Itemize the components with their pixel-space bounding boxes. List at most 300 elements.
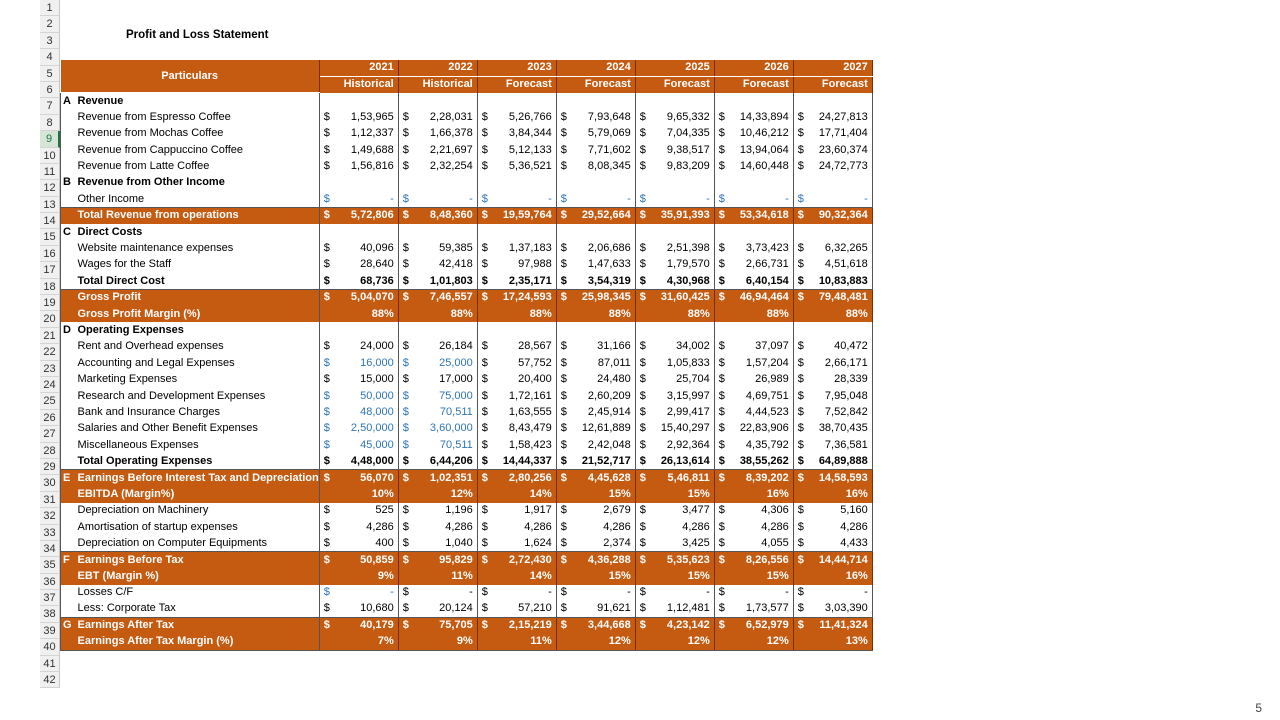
row-number[interactable]: 18 (40, 279, 60, 295)
year-header: 2026 (714, 60, 793, 76)
row-number[interactable]: 17 (40, 262, 60, 278)
amount-cell: 88% (809, 306, 872, 322)
currency-symbol: $ (323, 586, 330, 599)
currency-symbol (398, 306, 414, 322)
currency-symbol: $ (639, 602, 646, 615)
currency-symbol: $ (477, 470, 493, 486)
amount-cell: - (335, 585, 398, 601)
empty-cell (572, 224, 635, 240)
empty-cell (809, 224, 872, 240)
currency-symbol: $ (481, 160, 488, 173)
row-number[interactable]: 37 (40, 590, 60, 606)
currency-symbol (793, 306, 809, 322)
row-number[interactable]: 20 (40, 311, 60, 327)
amount-cell: 2,72,430 (493, 552, 556, 568)
amount-cell: 5,35,623 (651, 552, 714, 568)
currency-symbol: $ (714, 470, 730, 486)
empty-cell (809, 322, 872, 338)
row-number[interactable]: 33 (40, 525, 60, 541)
table-row[interactable] (61, 306, 873, 322)
empty-cell (635, 322, 651, 338)
currency-symbol (714, 486, 730, 502)
table-row[interactable] (61, 273, 873, 289)
amount-cell: 24,72,773 (809, 158, 872, 174)
currency-symbol: $ (560, 520, 567, 533)
currency-symbol: $ (639, 438, 646, 451)
currency-symbol: $ (718, 110, 725, 123)
table-row[interactable] (61, 388, 873, 404)
table-row[interactable] (61, 486, 873, 502)
amount-cell: 1,49,688 (335, 142, 398, 158)
row-number[interactable]: 29 (40, 459, 60, 475)
amount-cell: 15% (572, 568, 635, 584)
currency-symbol: $ (718, 536, 725, 549)
amount-cell: 1,040 (414, 535, 477, 551)
empty-cell (572, 322, 635, 338)
amount-cell: 12% (572, 634, 635, 650)
year-header: 2025 (635, 60, 714, 76)
currency-symbol: $ (639, 356, 646, 369)
section-letter (61, 371, 77, 387)
amount-cell: 2,28,031 (414, 109, 477, 125)
section-letter: G (61, 617, 77, 633)
row-number[interactable]: 35 (40, 557, 60, 573)
section-letter (61, 634, 77, 650)
row-number[interactable]: 42 (40, 672, 60, 688)
amount-cell: 23,60,374 (809, 142, 872, 158)
amount-cell: 68,736 (335, 273, 398, 289)
empty-cell (651, 175, 714, 191)
currency-symbol: $ (635, 470, 651, 486)
amount-cell: 2,99,417 (651, 404, 714, 420)
currency-symbol (635, 568, 651, 584)
amount-cell: 88% (414, 306, 477, 322)
row-label: EBT (Margin %) (77, 568, 320, 584)
row-number[interactable]: 1 (40, 0, 60, 16)
currency-symbol: $ (560, 389, 567, 402)
currency-symbol: $ (556, 617, 572, 633)
table-row[interactable] (61, 421, 873, 437)
section-letter (61, 388, 77, 404)
amount-cell: 7,04,335 (651, 126, 714, 142)
profit-loss-table (60, 60, 873, 651)
amount-cell: 2,35,171 (493, 273, 556, 289)
currency-symbol: $ (797, 160, 804, 173)
table-row[interactable] (61, 453, 873, 469)
amount-cell: 1,63,555 (493, 404, 556, 420)
empty-cell (493, 93, 556, 109)
amount-cell: 10% (335, 486, 398, 502)
currency-symbol: $ (319, 289, 335, 305)
currency-symbol: $ (639, 274, 646, 287)
currency-symbol: $ (323, 536, 330, 549)
amount-cell: 15% (651, 568, 714, 584)
table-row[interactable] (61, 322, 873, 338)
amount-cell: 20,124 (414, 601, 477, 617)
amount-cell: 5,12,133 (493, 142, 556, 158)
currency-symbol: $ (481, 340, 488, 353)
row-number[interactable]: 2 (40, 16, 60, 32)
row-number[interactable]: 10 (40, 148, 60, 164)
currency-symbol: $ (319, 470, 335, 486)
page-title: Profit and Loss Statement (126, 29, 269, 41)
empty-cell (335, 322, 398, 338)
currency-symbol: $ (639, 241, 646, 254)
row-number[interactable]: 34 (40, 541, 60, 557)
amount-cell: 91,621 (572, 601, 635, 617)
currency-symbol (714, 568, 730, 584)
empty-cell (398, 175, 414, 191)
amount-cell: 4,286 (809, 519, 872, 535)
currency-symbol: $ (319, 208, 335, 224)
empty-cell (635, 224, 651, 240)
table-row[interactable] (61, 158, 873, 174)
amount-cell: 1,02,351 (414, 470, 477, 486)
table-row[interactable] (61, 339, 873, 355)
row-label: EBITDA (Margin%) (77, 486, 320, 502)
currency-symbol: $ (639, 454, 646, 467)
table-row[interactable] (61, 289, 873, 305)
table-row[interactable] (61, 93, 873, 109)
amount-cell: 1,12,337 (335, 126, 398, 142)
amount-cell: 7,71,602 (572, 142, 635, 158)
currency-symbol: $ (560, 373, 567, 386)
empty-cell (635, 175, 651, 191)
currency-symbol: $ (639, 520, 646, 533)
currency-symbol: $ (556, 289, 572, 305)
currency-symbol: $ (718, 602, 725, 615)
table-row[interactable] (61, 224, 873, 240)
amount-cell: 17,71,404 (809, 126, 872, 142)
row-number[interactable]: 31 (40, 492, 60, 508)
table-row[interactable] (61, 503, 873, 519)
row-number[interactable]: 38 (40, 606, 60, 622)
amount-cell: 38,55,262 (730, 453, 793, 469)
amount-cell: 9,83,209 (651, 158, 714, 174)
currency-symbol: $ (319, 617, 335, 633)
amount-cell: 57,752 (493, 355, 556, 371)
currency-symbol: $ (477, 552, 493, 568)
currency-symbol: $ (402, 602, 409, 615)
empty-cell (714, 175, 730, 191)
currency-symbol: $ (402, 127, 409, 140)
currency-symbol: $ (402, 520, 409, 533)
currency-symbol: $ (319, 552, 335, 568)
amount-cell: - (493, 585, 556, 601)
table-row[interactable] (61, 519, 873, 535)
currency-symbol: $ (398, 208, 414, 224)
row-number[interactable]: 25 (40, 393, 60, 409)
amount-cell: 70,511 (414, 404, 477, 420)
amount-cell: 5,26,766 (493, 109, 556, 125)
amount-cell: 1,196 (414, 503, 477, 519)
amount-cell: 22,83,906 (730, 421, 793, 437)
amount-cell: 2,60,209 (572, 388, 635, 404)
row-number[interactable]: 19 (40, 295, 60, 311)
section-letter (61, 503, 77, 519)
amount-cell: - (809, 585, 872, 601)
currency-symbol: $ (402, 241, 409, 254)
section-letter: A (61, 93, 77, 109)
currency-symbol: $ (718, 258, 725, 271)
row-label: Accounting and Legal Expenses (77, 355, 320, 371)
currency-symbol: $ (797, 274, 804, 287)
currency-symbol: $ (635, 208, 651, 224)
empty-cell (414, 224, 477, 240)
table-row[interactable] (61, 585, 873, 601)
currency-symbol: $ (402, 422, 409, 435)
row-number[interactable]: 12 (40, 180, 60, 196)
table-row[interactable] (61, 240, 873, 256)
currency-symbol: $ (560, 192, 567, 205)
currency-symbol: $ (714, 552, 730, 568)
table-row[interactable] (61, 175, 873, 191)
empty-cell (319, 175, 335, 191)
currency-symbol: $ (323, 258, 330, 271)
table-row[interactable] (61, 601, 873, 617)
period-type-header: Historical (398, 76, 477, 92)
currency-symbol: $ (718, 586, 725, 599)
row-label: Amortisation of startup expenses (77, 519, 320, 535)
empty-cell (335, 93, 398, 109)
currency-symbol: $ (402, 389, 409, 402)
row-label: Less: Corporate Tax (77, 601, 320, 617)
table-row[interactable] (61, 552, 873, 568)
currency-symbol: $ (718, 438, 725, 451)
amount-cell: 45,000 (335, 437, 398, 453)
currency-symbol: $ (402, 356, 409, 369)
amount-cell: 11% (493, 634, 556, 650)
table-row[interactable] (61, 634, 873, 650)
currency-symbol: $ (639, 373, 646, 386)
row-number[interactable]: 14 (40, 213, 60, 229)
table-row[interactable] (61, 142, 873, 158)
row-number[interactable]: 30 (40, 475, 60, 491)
currency-symbol: $ (797, 405, 804, 418)
page-number: 5 (1255, 701, 1262, 715)
amount-cell: 2,51,398 (651, 240, 714, 256)
currency-symbol: $ (481, 438, 488, 451)
currency-symbol: $ (560, 422, 567, 435)
amount-cell: 4,286 (493, 519, 556, 535)
section-letter (61, 453, 77, 469)
empty-cell (572, 93, 635, 109)
amount-cell: 7,52,842 (809, 404, 872, 420)
section-letter (61, 437, 77, 453)
amount-cell: 7% (335, 634, 398, 650)
currency-symbol: $ (797, 586, 804, 599)
amount-cell: 4,286 (730, 519, 793, 535)
section-letter (61, 240, 77, 256)
amount-cell: 42,418 (414, 257, 477, 273)
currency-symbol (556, 306, 572, 322)
empty-cell (477, 224, 493, 240)
table-row[interactable] (61, 568, 873, 584)
table-row[interactable] (61, 257, 873, 273)
table-row[interactable] (61, 371, 873, 387)
row-number[interactable]: 9 (40, 131, 60, 147)
currency-symbol: $ (402, 504, 409, 517)
row-label: Gross Profit Margin (%) (77, 306, 320, 322)
amount-cell: 2,45,914 (572, 404, 635, 420)
table-row[interactable] (61, 437, 873, 453)
row-label: Salaries and Other Benefit Expenses (77, 421, 320, 437)
row-number[interactable]: 26 (40, 410, 60, 426)
amount-cell: 1,66,378 (414, 126, 477, 142)
table-row[interactable] (61, 535, 873, 551)
row-number[interactable]: 6 (40, 82, 60, 98)
row-number[interactable]: 40 (40, 639, 60, 655)
currency-symbol: $ (323, 454, 330, 467)
empty-cell (493, 322, 556, 338)
row-number[interactable]: 21 (40, 328, 60, 344)
amount-cell: 2,15,219 (493, 617, 556, 633)
amount-cell: - (493, 191, 556, 207)
table-row[interactable] (61, 109, 873, 125)
currency-symbol: $ (797, 454, 804, 467)
currency-symbol: $ (477, 208, 493, 224)
amount-cell: 5,46,811 (651, 470, 714, 486)
year-header: 2022 (398, 60, 477, 76)
row-label: Earnings Before Tax (77, 552, 320, 568)
empty-cell (809, 175, 872, 191)
currency-symbol: $ (797, 389, 804, 402)
amount-cell: 25,000 (414, 355, 477, 371)
amount-cell: 88% (730, 306, 793, 322)
amount-cell: 9% (414, 634, 477, 650)
currency-symbol (793, 634, 809, 650)
amount-cell: 4,286 (414, 519, 477, 535)
row-label: Revenue from Cappuccino Coffee (77, 142, 320, 158)
row-label: Revenue from Mochas Coffee (77, 126, 320, 142)
amount-cell: 31,166 (572, 339, 635, 355)
currency-symbol (398, 568, 414, 584)
currency-symbol: $ (323, 389, 330, 402)
amount-cell: 14,58,593 (809, 470, 872, 486)
currency-symbol: $ (718, 127, 725, 140)
row-number[interactable]: 5 (40, 66, 60, 82)
section-letter (61, 306, 77, 322)
row-number[interactable]: 15 (40, 229, 60, 245)
section-letter (61, 601, 77, 617)
amount-cell: 16% (730, 486, 793, 502)
amount-cell: 2,42,048 (572, 437, 635, 453)
amount-cell: 8,43,479 (493, 421, 556, 437)
amount-cell: 34,002 (651, 339, 714, 355)
currency-symbol: $ (639, 192, 646, 205)
amount-cell: 4,48,000 (335, 453, 398, 469)
currency-symbol: $ (556, 208, 572, 224)
empty-cell (398, 322, 414, 338)
amount-cell: - (335, 191, 398, 207)
amount-cell: 11% (414, 568, 477, 584)
table-row[interactable] (61, 404, 873, 420)
row-number[interactable]: 7 (40, 98, 60, 114)
amount-cell: 3,84,344 (493, 126, 556, 142)
currency-symbol: $ (718, 274, 725, 287)
empty-cell (398, 224, 414, 240)
row-number[interactable]: 41 (40, 656, 60, 672)
row-number[interactable]: 24 (40, 377, 60, 393)
currency-symbol: $ (481, 504, 488, 517)
currency-symbol: $ (402, 536, 409, 549)
row-number[interactable]: 8 (40, 115, 60, 131)
period-type-header: Historical (319, 76, 398, 92)
currency-symbol (556, 568, 572, 584)
currency-symbol: $ (560, 340, 567, 353)
period-type-header: Forecast (714, 76, 793, 92)
empty-cell (319, 322, 335, 338)
amount-cell: 25,704 (651, 371, 714, 387)
row-label: Direct Costs (77, 224, 320, 240)
currency-symbol: $ (793, 208, 809, 224)
table-row[interactable] (61, 355, 873, 371)
section-letter (61, 109, 77, 125)
table-row[interactable] (61, 191, 873, 207)
amount-cell: 31,60,425 (651, 289, 714, 305)
amount-cell: 10,83,883 (809, 273, 872, 289)
row-number[interactable]: 32 (40, 508, 60, 524)
section-letter (61, 142, 77, 158)
table-row[interactable] (61, 208, 873, 224)
amount-cell: 1,57,204 (730, 355, 793, 371)
amount-cell: 75,000 (414, 388, 477, 404)
amount-cell: 4,286 (335, 519, 398, 535)
amount-cell: 40,179 (335, 617, 398, 633)
row-label: Earnings After Tax (77, 617, 320, 633)
row-number[interactable]: 39 (40, 623, 60, 639)
currency-symbol: $ (639, 160, 646, 173)
row-label: Total Revenue from operations (77, 208, 320, 224)
row-number[interactable]: 28 (40, 443, 60, 459)
amount-cell: 9,38,517 (651, 142, 714, 158)
amount-cell: 4,44,523 (730, 404, 793, 420)
amount-cell: 400 (335, 535, 398, 551)
currency-symbol: $ (481, 143, 488, 156)
row-number[interactable]: 23 (40, 361, 60, 377)
amount-cell: 4,51,618 (809, 257, 872, 273)
amount-cell: 35,91,393 (651, 208, 714, 224)
row-number[interactable]: 27 (40, 426, 60, 442)
currency-symbol: $ (560, 586, 567, 599)
row-label: Other Income (77, 191, 320, 207)
empty-cell (809, 93, 872, 109)
table-row[interactable] (61, 617, 873, 633)
row-number[interactable]: 13 (40, 197, 60, 213)
currency-symbol: $ (402, 110, 409, 123)
amount-cell: 40,472 (809, 339, 872, 355)
currency-symbol: $ (560, 258, 567, 271)
table-row[interactable] (61, 470, 873, 486)
amount-cell: 2,66,171 (809, 355, 872, 371)
row-number[interactable]: 11 (40, 164, 60, 180)
currency-symbol: $ (797, 110, 804, 123)
empty-cell (477, 93, 493, 109)
row-number[interactable]: 16 (40, 246, 60, 262)
empty-cell (714, 93, 730, 109)
row-number[interactable]: 4 (40, 49, 60, 65)
row-number[interactable]: 36 (40, 574, 60, 590)
empty-cell (572, 175, 635, 191)
table-row[interactable] (61, 126, 873, 142)
currency-symbol: $ (714, 208, 730, 224)
currency-symbol: $ (718, 454, 725, 467)
amount-cell: 59,385 (414, 240, 477, 256)
amount-cell: 5,04,070 (335, 289, 398, 305)
empty-cell (651, 93, 714, 109)
row-number[interactable]: 3 (40, 33, 60, 49)
row-number[interactable]: 22 (40, 344, 60, 360)
